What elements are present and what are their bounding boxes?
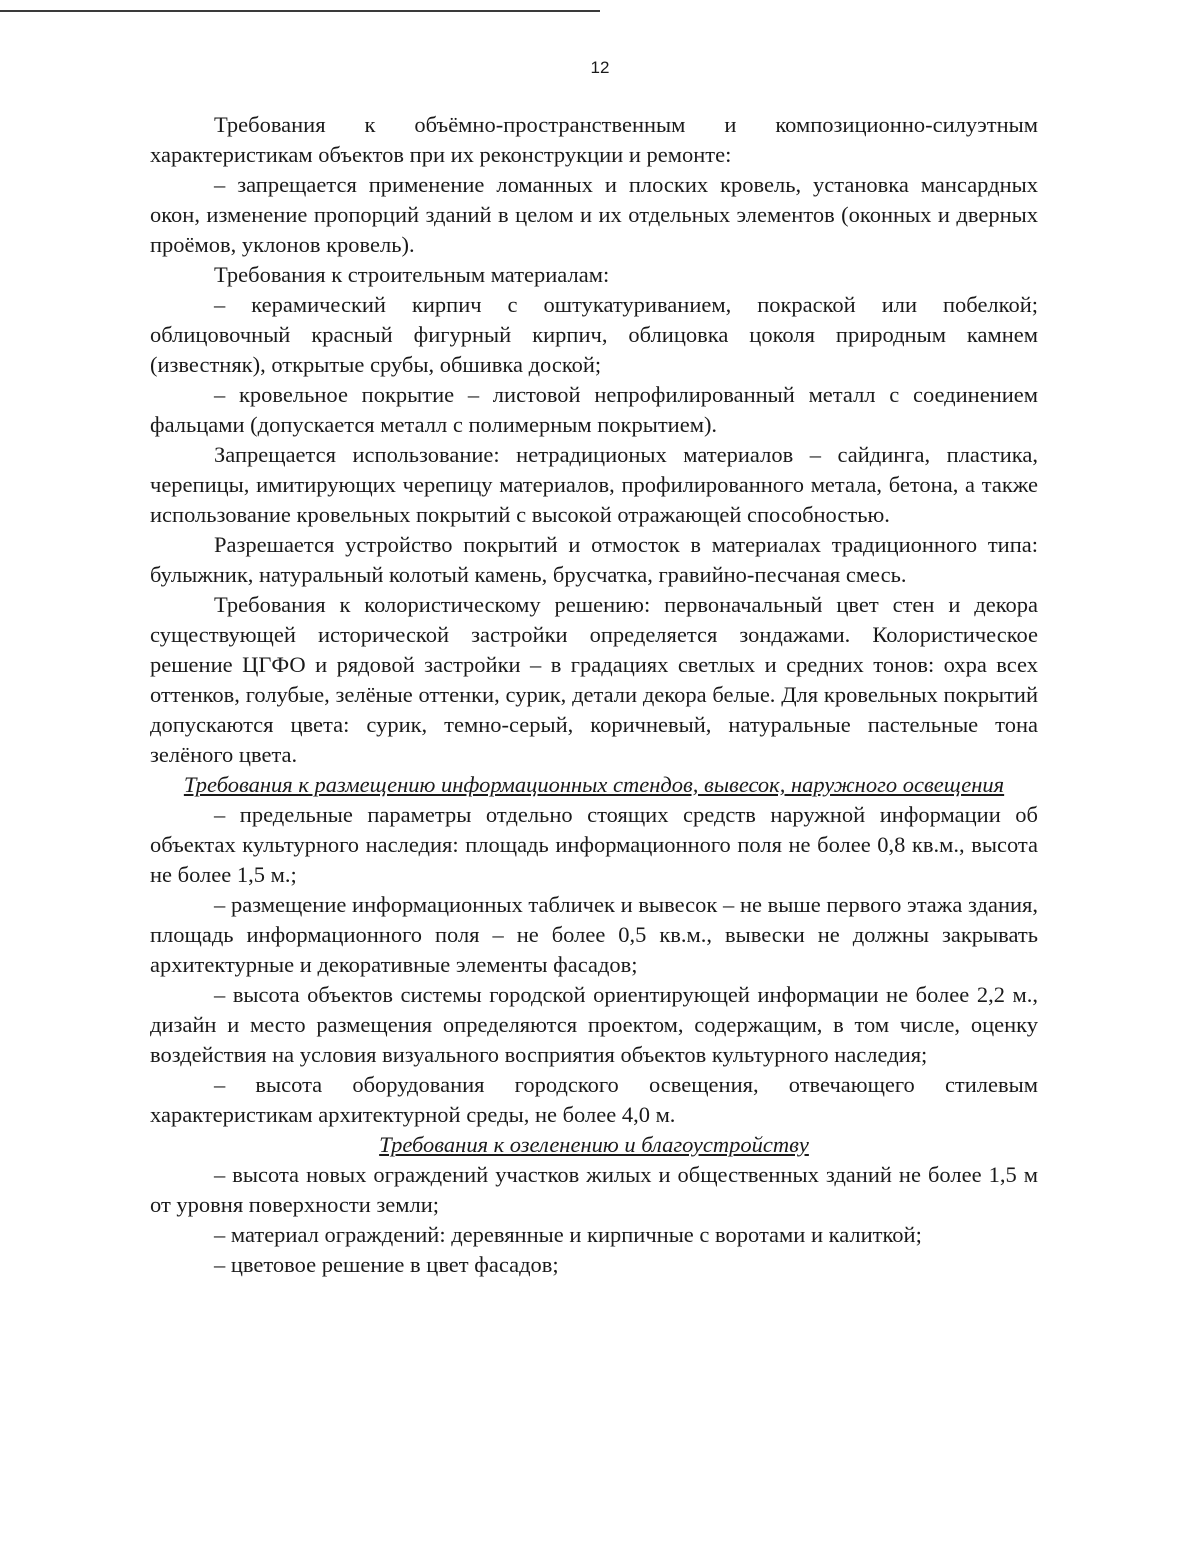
paragraph: – высота оборудования городского освещения, отвечающего стилевым характеристикам архитектурной среды, не более 4,0 м.: [150, 1072, 1038, 1127]
paragraph: Запрещается использование: нетрадиционых материалов – сайдинга, пластика, черепицы, имитирующих черепицу материалов, профилированного метала, бетона, а также использование кровельных покрытий с высокой отражающей способностью.: [150, 442, 1038, 527]
paragraph: Требования к строительным материалам:: [214, 262, 610, 287]
paragraph: – предельные параметры отдельно стоящих средств наружной информации об объектах культурного наследия: площадь информационного поля не более 0,8 кв.м., высота не более 1,5 м.;: [150, 802, 1038, 887]
paragraph: Требования к объёмно-пространственным и композиционно-силуэтным характеристикам объектов при их реконструкции и ремонте:: [150, 112, 1038, 167]
paragraph: – запрещается применение ломанных и плоских кровель, установка мансардных окон, изменение пропорций зданий в целом и их отдельных элементов (оконных и дверных проёмов, уклонов кровель).: [150, 172, 1038, 257]
paragraph: Требования к колористическому решению: первоначальный цвет стен и декора существующей исторической застройки определяется зондажами. Колористическое решение ЦГФО и рядовой застройки – в градациях светлых и средних тонов: охра всех оттенков, голубые, зелёные оттенки, сурик, детали декора белые. Для кровельных покрытий допускаются цвета: сурик, темно-серый, коричневый, натуральные пастельные тона зелёного цвета.: [150, 592, 1038, 767]
paragraph: – керамический кирпич с оштукатуриванием, покраской или побелкой; облицовочный красный фигурный кирпич, облицовка цоколя природным камнем (известняк), открытые срубы, обшивка доской;: [150, 292, 1038, 377]
paragraph: – материал ограждений: деревянные и кирпичные с воротами и калиткой;: [214, 1222, 922, 1247]
paragraph: – цветовое решение в цвет фасадов;: [214, 1252, 559, 1277]
paragraph: – кровельное покрытие – листовой непрофилированный металл с соединением фальцами (допускается металл с полимерным покрытием).: [150, 382, 1038, 437]
paragraph: – высота новых ограждений участков жилых и общественных зданий не более 1,5 м от уровня поверхности земли;: [150, 1162, 1038, 1217]
document-body: [150, 110, 1038, 1280]
section-heading: Требования к озеленению и благоустройству: [379, 1132, 809, 1157]
paragraph: – размещение информационных табличек и вывесок – не выше первого этажа здания, площадь информационного поля – не более 0,5 кв.м., вывески не должны закрывать архитектурные и декоративные элементы фасадов;: [150, 892, 1038, 977]
scan-edge-line: [0, 10, 600, 12]
section-heading: Требования к размещению информационных стендов, вывесок, наружного освещения: [183, 772, 1005, 797]
paragraph: – высота объектов системы городской ориентирующей информации не более 2,2 м., дизайн и место размещения определяются проектом, содержащим, в том числе, оценку воздействия на условия визуального восприятия объектов культурного наследия;: [150, 982, 1038, 1067]
page-number: 12: [590, 58, 610, 77]
paragraph: Разрешается устройство покрытий и отмосток в материалах традиционного типа: булыжник, натуральный колотый камень, брусчатка, гравийно-песчаная смесь.: [150, 532, 1038, 587]
